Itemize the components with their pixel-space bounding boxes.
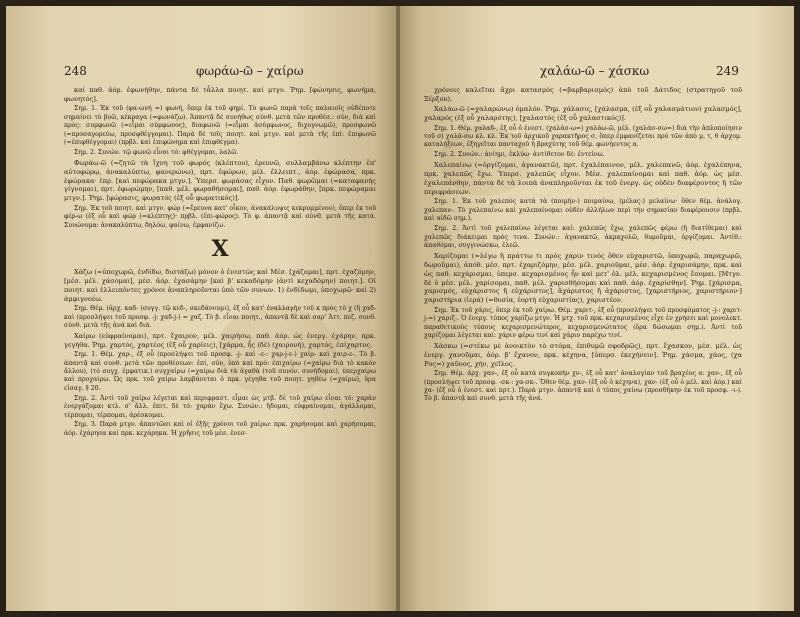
entry-paragraph: Χαλεπαίνω (=ὀργίζομαι, ἀγανακτῶ), πρτ. ἐχαλέπαινον, μέλ. χαλεπανῶ, ἀόρ. ἐχαλέπηνα, πρκ. χαλεπῶς ἔχω. Ὑπερσ. χαλεπῶς εἶχον. Μέσ. χαλεπαίνομαι καὶ παθ. ἀόρ. ὡς μέσ. ἐχαλεπάνθην, πάντα δὲ τὰ λοιπὰ ἀναπληροῦνται ἐκ τοῦ ἐνεργ. ὡς οὐδὲν διαφέροντος ἢ τῶν περιφράσεων. [424,161,742,196]
note-paragraph: Σημ. 1. Θέμ. χαρ-, ἐξ οὗ (προσλήψει τοῦ προσφ. -j- καὶ -ε-: χαρ-j-ε-) χαίρ- καὶ χαιρ-ε-. Τὸ β. ἀπαντᾷ καὶ συνθ. μετὰ τῶν προθέσεων: ἐπί, σύν, ὑπὸ καὶ πρό: ἐπιχαίρω (=χαίρω διὰ τὸ κακὸν ἄλλου), (τὸ συγχ. ἐμφατικ.) συγχαίρω (=χαίρω διὰ τὰ ἀγαθὰ (τοῦ συνόν. συνήδομαι), ὑπερχαίρω καὶ προχαίρω. Ὡς πρκ. τοῦ χαίρω λαμβάνεται ὁ πρκ. γέγηθα τοῦ ποιητ. γηθέω (=χαίρω), ὅρα εἰσαγ. § 20. [64,351,376,392]
page-number: 249 [716,64,739,78]
text-paragraph: χρόνοις καλεῖται ἄχρι κατασμὸς (=βαρβαρισμὸς) ἀπὸ τοῦ Δάτιδος (στρατηγοῦ τοῦ Ξέρξου). [424,86,742,103]
running-header: φωράω-ῶ – χαίρω [196,64,304,78]
entry-paragraph: Χαίρω (εὐφραίνομαι), πρτ. ἔχαιρον, μέλ. χαιρήσω, παθ. ἀόρ. ὡς ἐνεργ. ἐχάρην, πρκ. γεγήθα. Ῥημ. χαρτός, χαρτέος (ἐξ οὗ χαρίεις), [χάρμα, ἧς (δὲ) (χαιρονή), χαρτός, ἐπίχαρτος. [64,331,376,349]
section-letter: Χ [211,236,229,262]
entry-paragraph: Χαρίζομαι (=λέγω ἢ πράττω τι πρὸς χάριν τινός ὅθεν εὐχαριστῶ, ὑποχωρῶ, παραχωρῶ, δωροῦμαι), ἀπόθ. μέσ. πρτ. ἐχαριζόμην, μέσ. μέλ. χαριοῦμαι, μέσ. ἀόρ. ἐχαρισάμην, πρκ. καὶ ὡς παθ. κεχάρισμαι, ὑπερσ. κεχαρισμένος ἦν καὶ μετ' ὀλ. μέλ. κεχαρισμένος ἔσομαι. [Μτγν. δὲ ὁ μέσ. μέλ. χαρίσομαι, παθ. μέλ. χαρισθήσομαι καὶ παθ. ἀόρ. ἐχαρίσθην]. Ῥημ. [χάρισμα, χαρισμός, εὐχάριστος ἢ εὐχάριστος], ἄχάριστος ἢ ἀχάριστος, [χαριστήριος, χαριστήριον·] χαριστήρια (ἱερά) (=θυσία, ἑορτὴ εὐχαριστίας), χαριστέον. [424,251,742,305]
note-paragraph: Σημ. 3. Παρὰ μτγν. ἀπαντῶσι καὶ οἱ ἑξῆς χρόνοι τοῦ χαίρω: πρκ. χαρήσομαι καὶ χαρήσομαι, ἀόρ. ἐχάρησα καὶ πρκ. κεχάρηκα. Ἡ χρῆσις τοῦ μέσ. ἐνεσ- [64,421,376,437]
book-spread [6,6,794,611]
note-paragraph: Σημ. Ἐκ τοῦ χάρις, ὅπερ ἐκ τοῦ χαίρω. Θέμ. χαριτ-, ἐξ οὗ (προσλήψει τοῦ προσφύματος -j-: χαριτ-j-=) χαριζ-. Ὁ ἐνεργ. τύπος χαρίζω μτγν. Ἡ μτχ. τοῦ πρκ. κεχαρισμένος εἶχε ἐν χρήσει καὶ μονολεκτ. παραθετικοὺς τύπους κεχαρισμενώτερος, κεχαρισμενώτατος (ὅρα δώσωμαι σημ.). Ἀντὶ τοῦ χαρίζομαι λέγεται καί: χάριν φέρω τινί καὶ χάριν παρέχω τινί. [424,306,742,339]
note-paragraph: Σημ. 1. Θέμ. χαλαδ-, ἐξ οὗ ὁ ἐνεστ. (χαλάσ-ω=) χαλάω-ῶ, μέλ. (χαλάσ-σω=) διὰ τὴν ἀπλοποίησιν τοῦ σ) χαλά-σω κλ. κλ. Ἐκ τοῦ ἀρχικοῦ χαρακτῆρος σ, ὅπερ ἐμφανίζεται πρὸ τῶν ἀπὸ μ, τ, θ ἀρχομ. καταλήξεων, ἐξηγεῖται πανταχοῦ ἡ βραχύτης τοῦ θέμ. φωνήεντος α. [424,124,742,149]
note-paragraph: Σημ. Θέμ. (ἀρχ. καδ- (συγγ. τῷ κεδ-, σκεδάννυμι), ἐξ οὗ κατ' ἐναλλαγὴν τοῦ κ πρὸς τὸ χ (ἤ χαδ- καὶ (προσλήψει τοῦ προσφ. -j: χαδ-j-) = χαζ. Τὸ β. εἶναι ποιητ., ἀπαντᾷ δὲ καὶ σαρ' Ἀττ. πεζ. συνθ. σύνθ. μετὰ τῆς ἀνά καὶ διά. [64,305,376,329]
running-header: χαλάω-ῶ – χάσκω [540,64,650,78]
left-page [6,6,398,611]
page-text [64,86,376,440]
note-paragraph: Σημ. 2. Συνών. τῷ φωνῶ εἶναι τό: φθέγγομαι, λαλῶ. [74,148,239,156]
right-page [400,6,794,611]
note-paragraph: Σημ. 1. Ἐκ τοῦ (φα-ωνή =) φωνή, ὅπερ ἐκ τοῦ φημί. Τὸ φωνῶ παρὰ τοῖς παλαιοῖς οὐδέποτε σημαίνει τὸ βοῶ, κέκραγα (=φωνάζω). Ἀπαντᾷ δὲ συνήθως σύνθ. μετὰ τῶν προθέσ.: σύν, διὰ καὶ πρός: συμφωνῶ (=εἶμαι σύμφωνος), διαφωνῶ (=εἶμαι ἀσύμφωνος, διχογνωμῶ), προσφωνῶ (=προσαγορεύω, προσφθέγγομαι). Παρὰ δὲ τοῖς ποιητ. καὶ μτγν. καὶ μετὰ τῆς ἐπί: ἐπιφωνῶ (=ἐπιφθέγγομαι) (πρβλ. καὶ ἐπιφώνημα καὶ ἐπιφθέγμα). [64,105,376,146]
entry-paragraph: Χάσκω (=στέκω μὲ ἀνοικτὸν τὸ στόμα, ἐπιθυμῶ σφοδρῶς), πρτ. ἔχασκον, μέσ. μέλ. ὡς ἐνεργ. χανοῦμαι, ἀόρ. β' ἔχανον, πρκ. κέχηνα, [ὑπερσ. ἐκεχήνειν]. Ῥημ. χάσμα, χάος, (χα Ρος=) χαῦνος, χήν, χεῖλος. [424,341,742,368]
page-number: 248 [64,64,87,78]
note-paragraph: Σημ. 2. Συνών.: ἀνίημι, ἐκλύω· ἀντίθετον δὲ: ἐντείνω. [434,151,605,159]
note-paragraph: Σημ. Θέμ. ἀρχ. χαν-, ἐξ οὗ κατὰ συγκοπὴν χν-, ἐξ οὗ κατ' ἀναλογίαν τοῦ βραχέος α: χαν-, ἐξ οὗ (προσλήψει τοῦ προσφ. -σκ-: χα-σκ-. Ὅθεν θέμ. χαν- (ἐξ οὗ ὁ κέχηνα), χαν- (ἐξ οὗ ὁ μέλ. καὶ ἀόρ.) καὶ χα- (ἐξ οὗ ὁ ἐνεστ. καὶ πρτ.). Παρὰ μτγν. ἀπαντᾷ καὶ ὁ τύπος χαίνω (προσθήκην ἐκ τοῦ προσφ. -ι-). Τὸ β. ἀπαντᾷ καὶ συνθ. μετὰ τῆς ἀνά. [424,370,742,403]
page-text [424,86,742,405]
entry-paragraph: Χαλάω-ῶ (=χαλαρώνω) ὁμαλόν. Ῥημ. χάλασις, [χάλασμα, (ἐξ οὗ χαλασμάτιον) χαλασμός], χαλαρός (ἐξ οὗ χαλαρότης), [χαλαστός (ἐξ οὗ χαλαστικός)]. [424,105,742,123]
entry-paragraph: Φωράω-ῶ (=ζητῶ τὰ ἴχνη τοῦ φωρός (κλέπτου), ἐρευνῶ, συλλαμβάνω κλέπτην ἐπ' αὐτοφώρῳ, ἀνακαλύπτω, φανερώνω), πρτ. ἐφώρων, μέλ. ἐλλειπτ., ἀόρ. ἐφώρασα, πρκ. ἐφώρακα· ἐπρ. [καὶ πεφώρακα μτγν.]. Ὑπερσ. φωράσας εἶχον. Παθ. φωρῶμαι (=καταφανὴς γίγνομαι), πρτ. ἐφωρώμην, [παθ. μέλ. φωραθήσομαι], παθ. ἀόρ. ἐφωράθην, [πρκ. πεφώραμαι μτγν.]. Ῥημ. [φώρασις, φωρατός (ἐξ οὗ φωρατικός)]. [64,158,376,203]
note-paragraph: Σημ. 2. Ἀντὶ τοῦ χαλεπαίνω λέγεται καί: χαλεπῶς ἔχω, χαλεπῶς φέρω (ἢ διατίθεμαι) καὶ χαλεπῶς διάκειμαι πρὸς τινα. Συνών.: ἀγανακτῶ, ἀκραχολῶ, θυμοῦμαι, ὀργίζομαι. Ἀντίθ.: ἀπαθόμαι, συγγινώσκω, ἐλεῶ. [424,225,742,249]
note-paragraph: Σημ. 1. Ἐκ τοῦ χαλεπὸς κατὰ τὰ (ποιμήν-) ποιμαίνω, (μέλας-) μελαίνω· ὅθεν θέμ. ἀνάλογ. χαλεπαν-. Τὸ χαλεπαίνω καὶ χαλεπαίνομαι οὐδὲν ἀλλήλων περὶ τὴν σημασίαν διαφέρουσιν (πρβλ. καὶ αἰδῶ σημ.). [424,198,742,223]
text-paragraph: καί παθ. ἀόρ. ἐφωνήθην, πάντα δὲ τἆλλα ποιητ. καί μτγν. Ῥημ. [φώνησις, φωνήμα, φωνητός]. [64,86,376,103]
entry-paragraph: Χάζω (=ὑποχωρῶ, ἐνδίδω, διστάζω) μόνον ὁ ἐνεστὼς καὶ Μέσ. [χάζομαι], πρτ. ἐχαζόμην, [μέσ. μέλ. χάσομαι], μέσ. ἀόρ. ἐχασάμην [καὶ β' κεκαδόμην (ἀντὶ κεχαδόμην) ποιητ.]. Οἱ ποιητ. καὶ ἐλλειπόντες χρόνοι ἀναπληροῦνται ὑπὸ τῶν συνων. 1) ἐνδίδωμι, ὑποχωρῶ· καὶ 2) ἀμφιγνοέω. [64,268,376,303]
note-paragraph: Σημ. Ἐκ τοῦ ποιητ. καὶ μτγν. φώρ (=ἔρευνα κατ' οἶκον, ἀνακάλυψις κεκρυμμένου), ὅπερ ἐκ τοῦ φέρ-ω (ἐξ οὗ καὶ φώρ (=κλέπτης)· πρβλ. (ἐπι-φώρος). Τὸ φ. ἀπαντᾷ καὶ σύνθ. μετὰ τῆς κατά. Συνώνυμα: ἀνακαλύπτω, δηλόω, φαίνω, ἐμφανίζω. [64,204,376,229]
note-paragraph: Σημ. 2. Ἀντὶ τοῦ χαίρω λέγεται καὶ περιφραστ. εἶμαι ὡς μτβ. δὲ τοῦ χαίρω εἶναι τό: χαρὰν ἐνεργάζομαι κτλ. σ' ἄλλ. ἐπιτ. δὲ τό: χαρὰν ἔχω. Συνών.: ἥδομαι, εὐφραίνομαι, ἀγάλλομαι, τέρπομαι, τέρπομαι, ἀρέσκομαι. [64,394,376,419]
